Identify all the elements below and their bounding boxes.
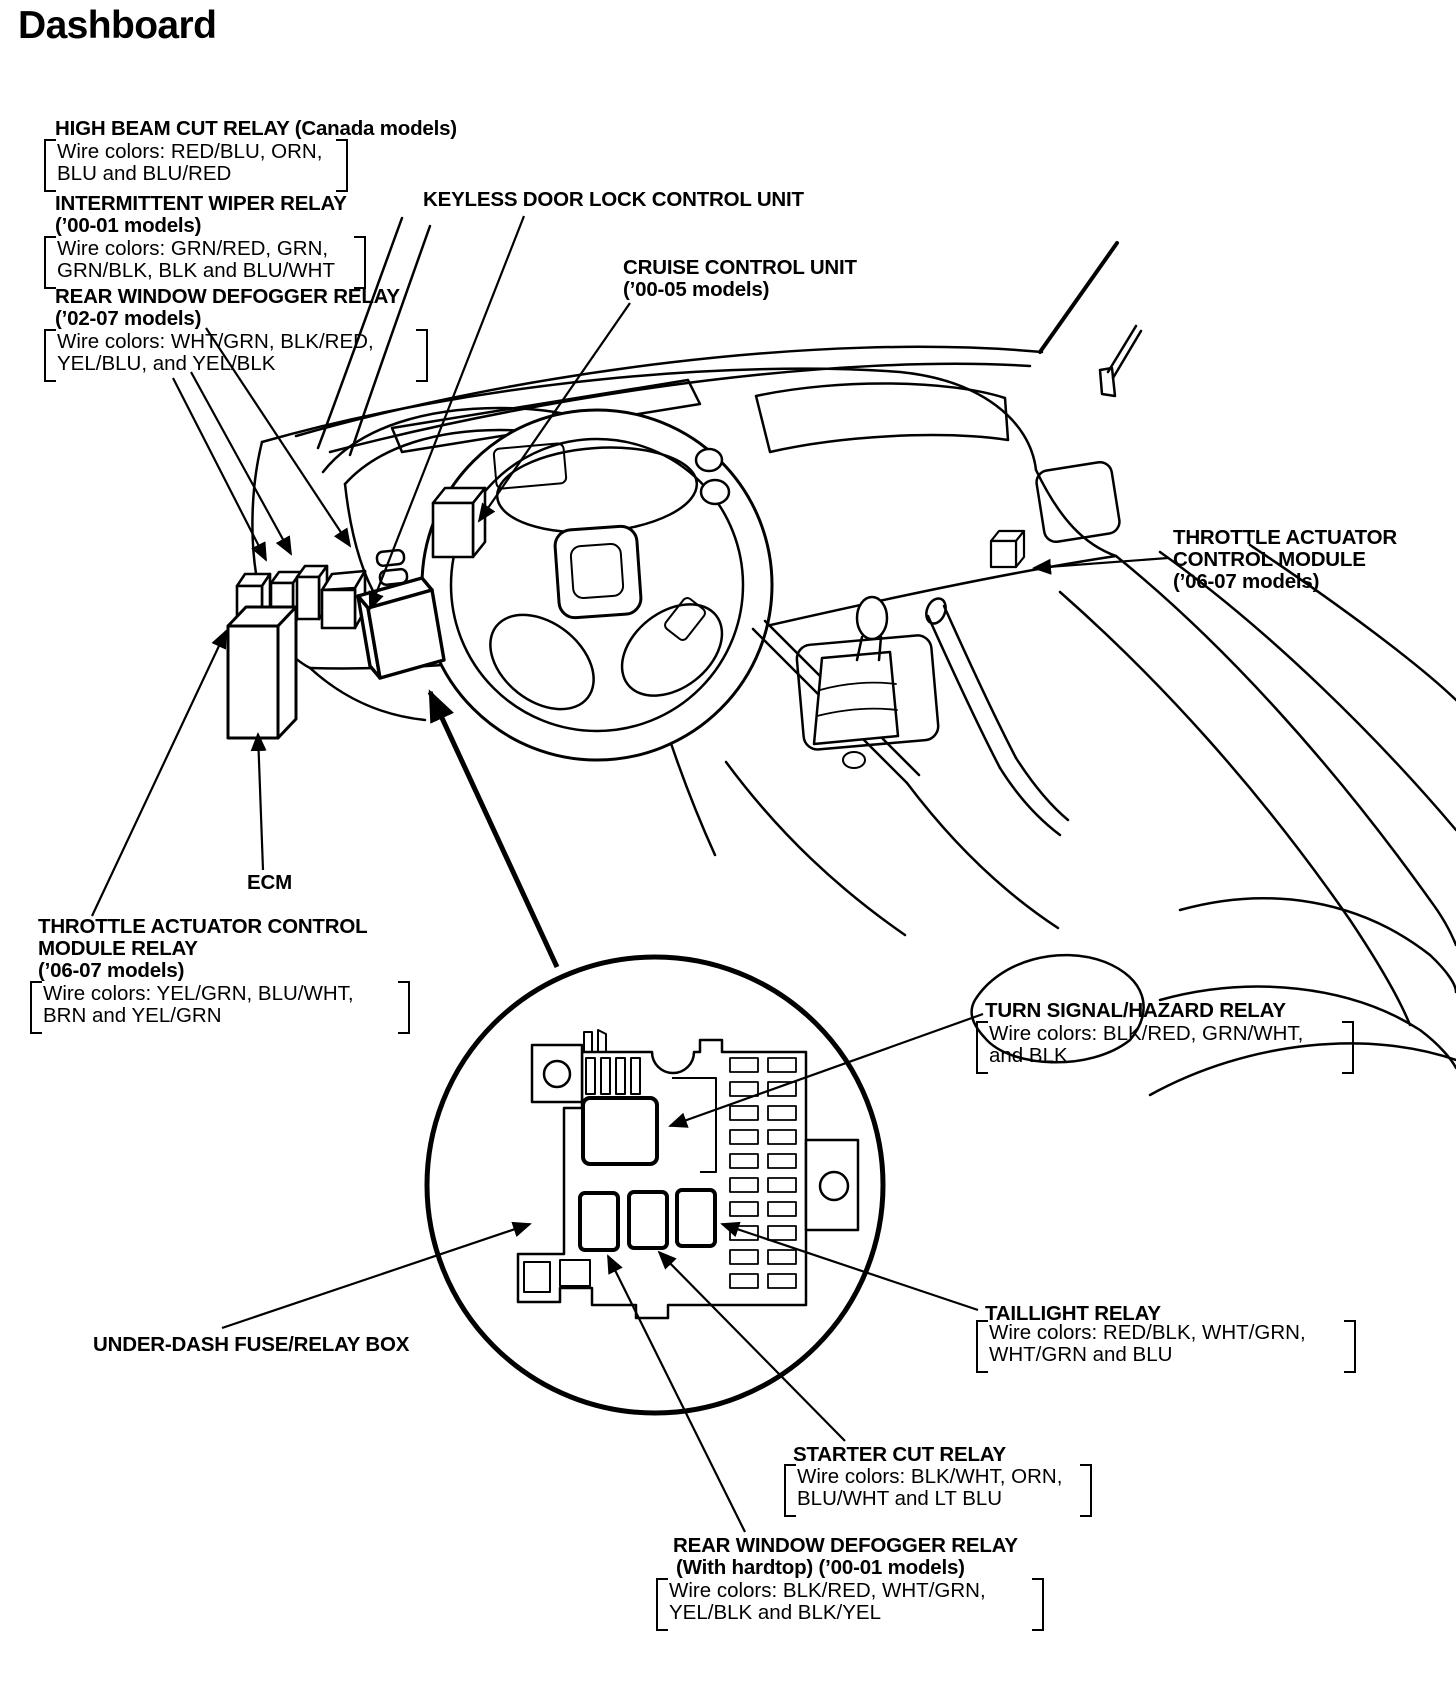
callout-high-beam-title: HIGH BEAM CUT RELAY (Canada models) xyxy=(55,117,457,140)
callout-starter-title: STARTER CUT RELAY xyxy=(793,1443,1007,1466)
callout-defogger0207-models: (’02-07 models) xyxy=(55,307,202,330)
ecm-box xyxy=(228,607,296,738)
callout-defogger0001-wires: Wire colors: BLK/RED, WHT/GRN, YEL/BLK and BLK/YEL xyxy=(656,1578,1044,1631)
callout-turn-hazard-wires: Wire colors: BLK/RED, GRN/WHT, and BLK xyxy=(976,1021,1354,1074)
callout-tacm-models: (’06-07 models) xyxy=(1173,570,1320,593)
cruise-control-unit-box xyxy=(433,488,485,557)
callout-underdash-title: UNDER-DASH FUSE/RELAY BOX xyxy=(93,1333,410,1356)
callout-turn-hazard-title: TURN SIGNAL/HAZARD RELAY xyxy=(985,999,1286,1022)
callout-taillight-title: TAILLIGHT RELAY xyxy=(985,1302,1161,1325)
callout-high-beam-wires: Wire colors: RED/BLU, ORN, BLU and BLU/RED xyxy=(44,139,348,192)
callout-cruise-title: CRUISE CONTROL UNIT xyxy=(623,256,857,279)
fuse-box-detail xyxy=(427,957,883,1413)
steering-wheel xyxy=(422,410,772,760)
leader-tacm-relay xyxy=(92,631,226,916)
callout-starter-wires: Wire colors: BLK/WHT, ORN, BLU/WHT and LT BLU xyxy=(784,1464,1092,1517)
callout-tacm-title2: CONTROL MODULE xyxy=(1173,548,1366,571)
callout-defogger0207-wires: Wire colors: WHT/GRN, BLK/RED, YEL/BLU, and YEL/BLK xyxy=(44,329,428,382)
callout-cruise-models: (’00-05 models) xyxy=(623,278,770,301)
callout-wiper-title: INTERMITTENT WIPER RELAY xyxy=(55,192,347,215)
leader-ecm xyxy=(258,734,263,870)
callout-tacm-relay-models: (’06-07 models) xyxy=(38,959,185,982)
leader-wiper xyxy=(191,372,291,554)
under-dash-fuse-box-location xyxy=(358,578,444,678)
throttle-actuator-module-box xyxy=(991,531,1024,567)
callout-defogger0001-models: (With hardtop) (’00-01 models) xyxy=(676,1556,965,1579)
page-title: Dashboard xyxy=(18,4,217,47)
callout-tacm-relay-wires: Wire colors: YEL/GRN, BLU/WHT, BRN and YEL/GRN xyxy=(30,981,410,1034)
callout-tacm-relay-title1: THROTTLE ACTUATOR CONTROL xyxy=(38,915,368,938)
callout-wiper-models: (’00-01 models) xyxy=(55,214,202,237)
callout-wiper-wires: Wire colors: GRN/RED, GRN, GRN/BLK, BLK and BLU/WHT xyxy=(44,236,366,289)
callout-keyless-title: KEYLESS DOOR LOCK CONTROL UNIT xyxy=(423,188,804,211)
callout-defogger0001-title: REAR WINDOW DEFOGGER RELAY xyxy=(673,1534,1018,1557)
callout-tacm-title1: THROTTLE ACTUATOR xyxy=(1173,526,1397,549)
callout-taillight-wires: Wire colors: RED/BLK, WHT/GRN, WHT/GRN and BLU xyxy=(976,1320,1356,1373)
leader-underdash xyxy=(222,1224,530,1328)
callout-tacm-relay-title2: MODULE RELAY xyxy=(38,937,198,960)
callout-ecm-title: ECM xyxy=(247,871,292,894)
leader-high-beam xyxy=(173,378,266,560)
callout-defogger0207-title: REAR WINDOW DEFOGGER RELAY xyxy=(55,285,400,308)
